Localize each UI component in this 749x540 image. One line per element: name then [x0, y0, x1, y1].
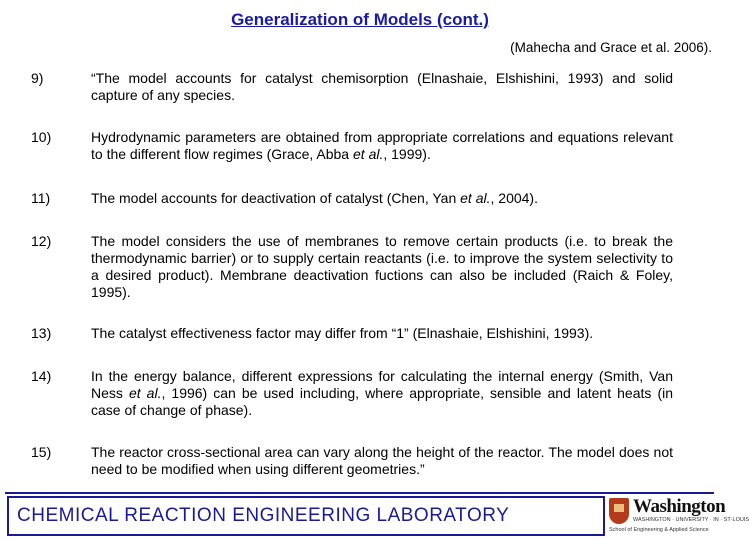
item-text: The model accounts for deactivation of catalyst (Chen, Yan et al., 2004). [91, 190, 538, 206]
item-number: 15) [31, 444, 52, 460]
logo-subtitle: WASHINGTON · UNIVERSITY · IN · ST·LOUIS [633, 517, 749, 523]
slide-title: Generalization of Models (cont.) [231, 10, 489, 29]
university-logo [609, 496, 749, 534]
item-number: 14) [31, 368, 52, 384]
item-text: The model considers the use of membranes to remove certain products (i.e. to break the thermodynamic barrier) or to supply certain reactants (i.e. to improve the system selectivity to a desired product). Membrane deactivation fuctions can also be included (Raich & Foley, 1995). [91, 233, 673, 300]
item-number: 10) [31, 129, 52, 145]
item-text: Hydrodynamic parameters are obtained from appropriate correlations and equations relevant to the different flow regimes (Grace, Abba et al., 1999). [91, 129, 673, 162]
logo-wordmark: Washington [633, 496, 726, 517]
item-number: 12) [31, 233, 52, 249]
citation: (Mahecha and Grace et al. 2006). [510, 40, 712, 55]
item-number: 13) [31, 325, 52, 341]
item-text: The reactor cross-sectional area can vary along the height of the reactor. The model does not need to be modified when using different geometries.” [91, 444, 673, 477]
item-number: 9) [31, 70, 44, 86]
university-shield-icon [609, 498, 629, 524]
lab-name-box [7, 496, 605, 536]
lab-name: CHEMICAL REACTION ENGINEERING LABORATORY [17, 505, 510, 526]
item-text: “The model accounts for catalyst chemisorption (Elnashaie, Elshishini, 1993) and solid capture of any species. [91, 70, 673, 103]
item-number: 11) [31, 190, 51, 206]
logo-school: School of Engineering & Applied Science [609, 527, 709, 533]
footer-banner [5, 492, 749, 537]
item-text: In the energy balance, different expressions for calculating the internal energy (Smith, Van Ness et al., 1996) can be used including, where appropriate, sensible and latent heats (in case of change of phase). [91, 368, 673, 418]
item-text: The catalyst effectiveness factor may differ from “1” (Elnashaie, Elshishini, 1993). [91, 325, 594, 341]
